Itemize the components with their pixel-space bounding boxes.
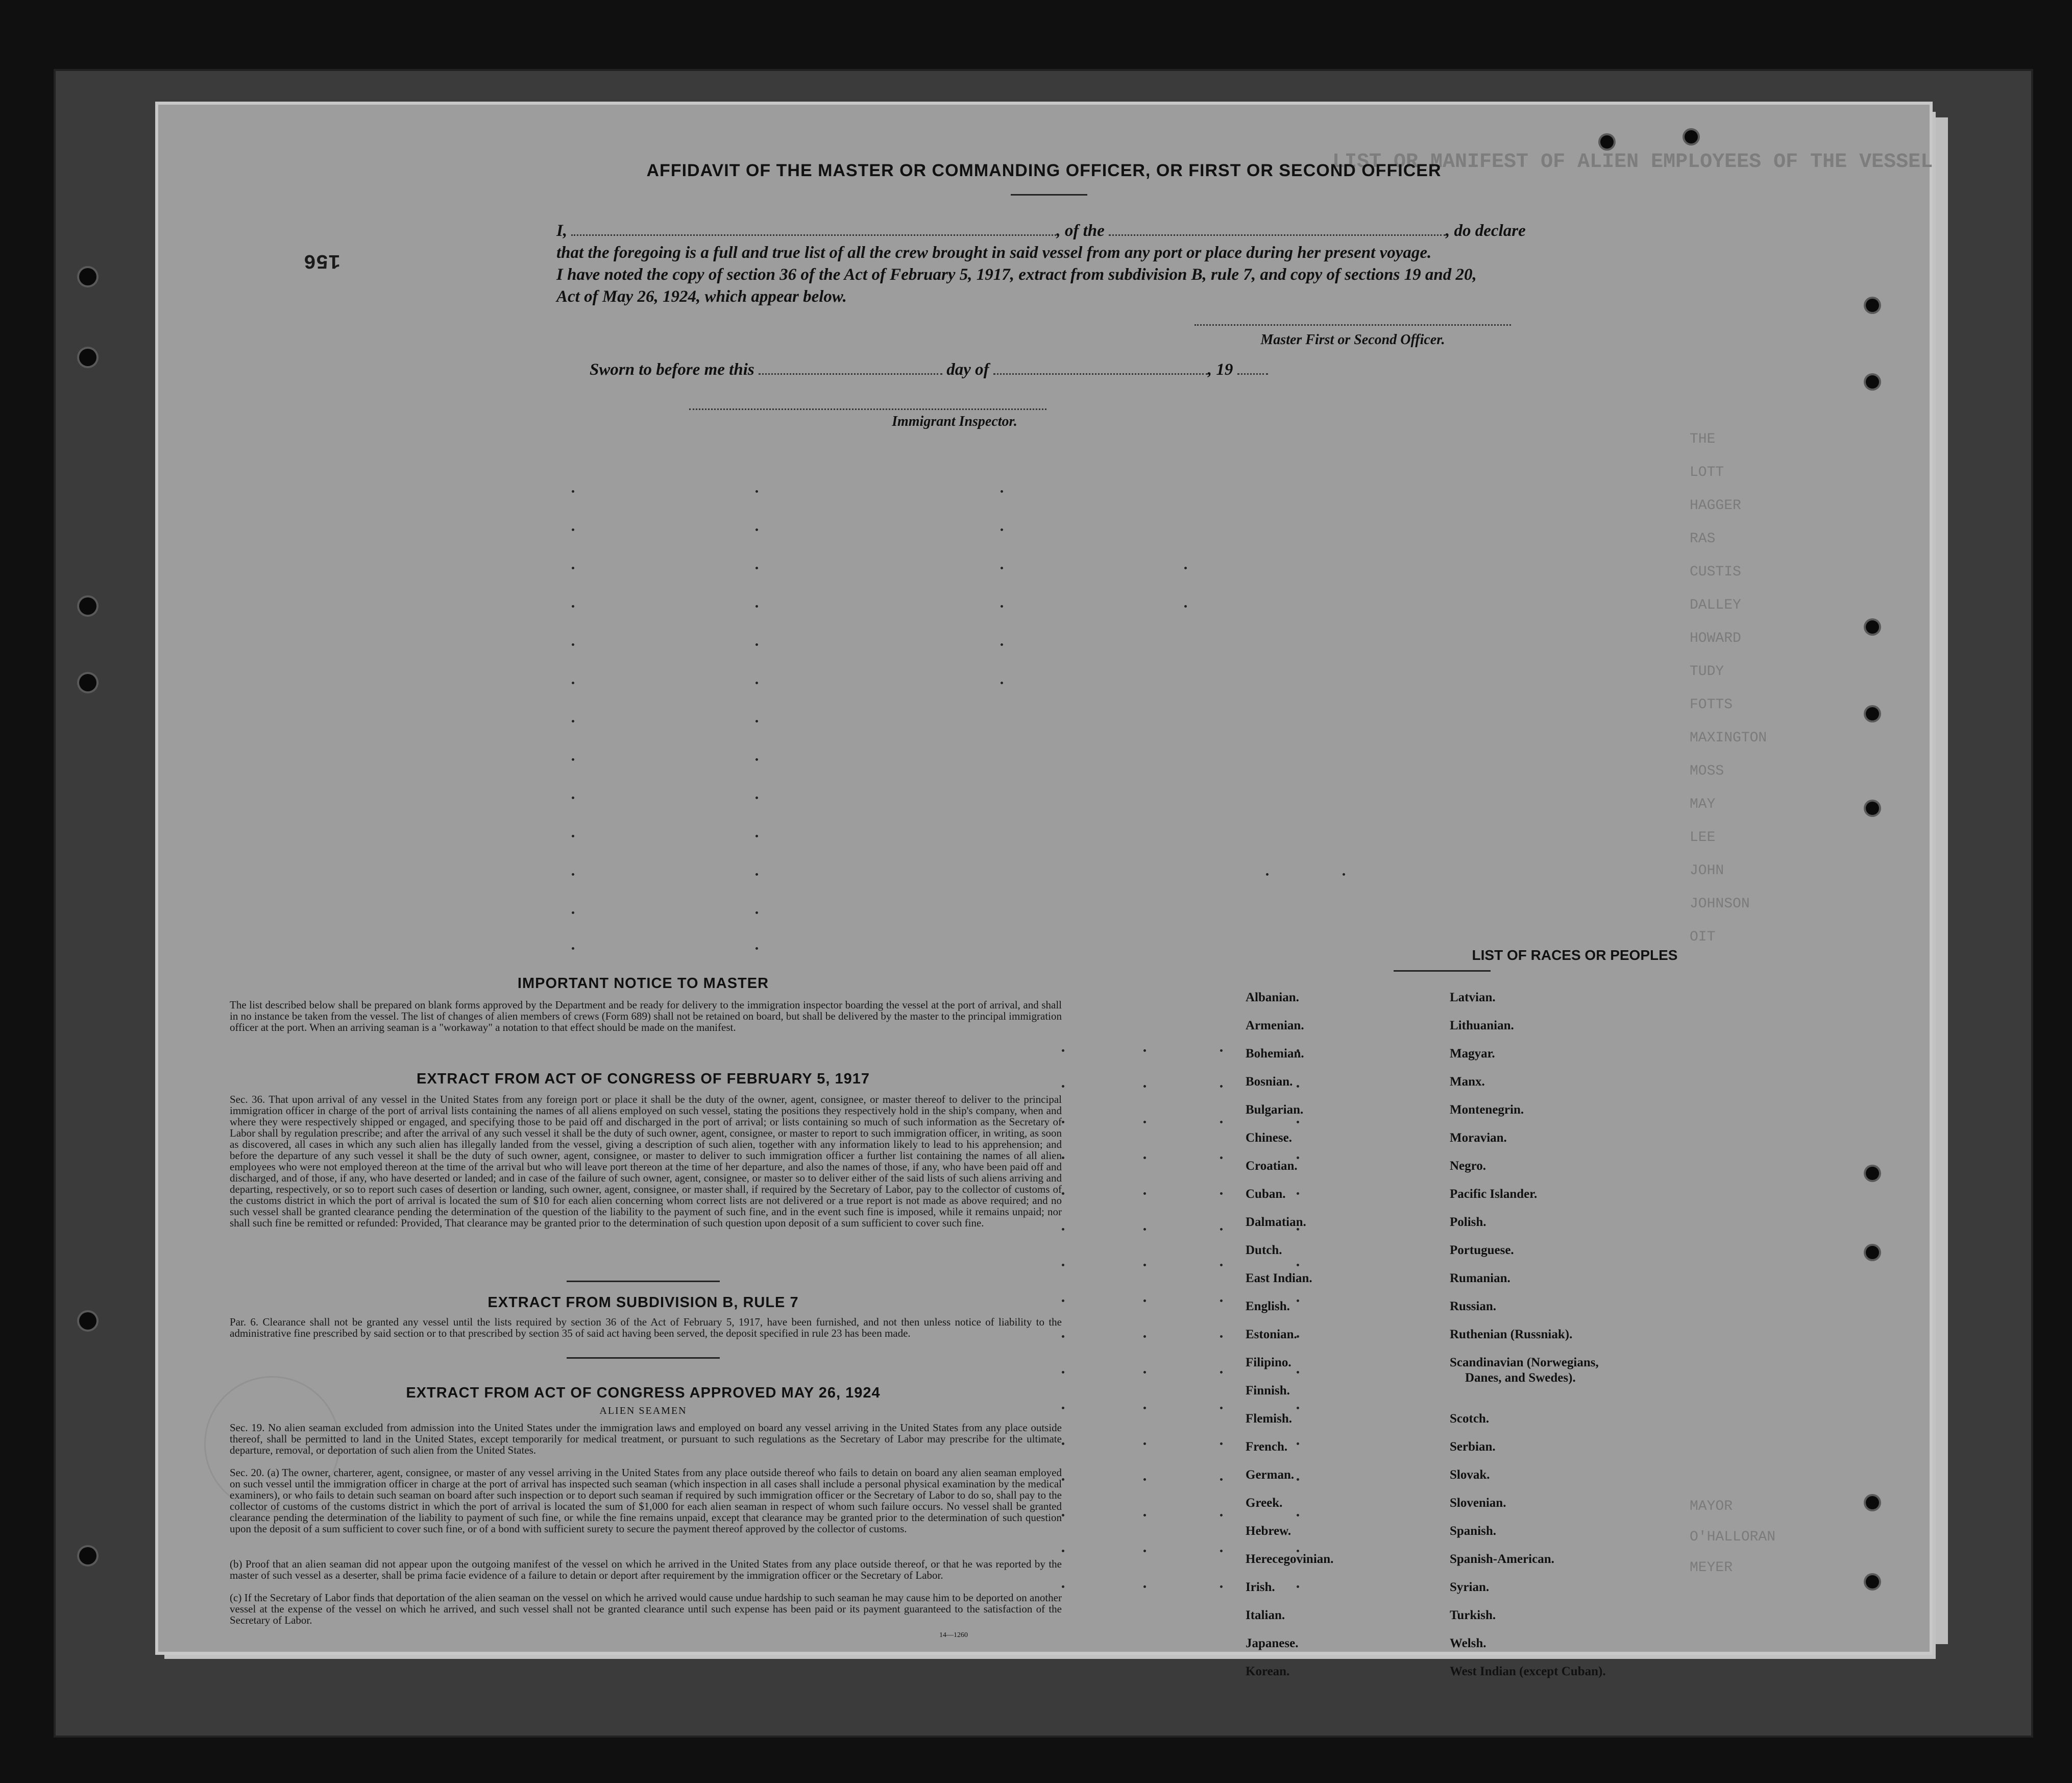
extract-1924-sec19: Sec. 19. No alien seaman excluded from admission into the United States under the immigration laws and employed on board any vessel arriving in the United States from any place outside thereof, shall be permitted to land in the United States, except temporarily for medical treatment, or pursuant to such regulations as the Secretary of Labor may prescribe for the ultimate departure, removal, or deportation of such alien from the United States. bbox=[230, 1421, 1062, 1456]
race-item: West Indian (except Cuban). bbox=[1450, 1665, 1606, 1678]
title-rule bbox=[1011, 194, 1087, 196]
punch-hole bbox=[1866, 1496, 1879, 1509]
vessel-blank[interactable] bbox=[1109, 234, 1446, 236]
page-edge bbox=[1935, 117, 1948, 1644]
notice-title: IMPORTANT NOTICE TO MASTER bbox=[517, 975, 769, 992]
punch-hole bbox=[79, 674, 96, 691]
race-item: Spanish. bbox=[1450, 1524, 1497, 1538]
race-item: Montenegrin. bbox=[1450, 1103, 1524, 1117]
race-item: Rumanian. bbox=[1450, 1271, 1510, 1285]
race-item: French. bbox=[1246, 1440, 1288, 1454]
manifest-page bbox=[158, 105, 1933, 1678]
punch-hole bbox=[1600, 135, 1614, 149]
race-item: Bohemian. bbox=[1246, 1047, 1304, 1061]
race-item: Portuguese. bbox=[1450, 1243, 1514, 1257]
race-item: Chinese. bbox=[1246, 1131, 1292, 1145]
race-item: Japanese. bbox=[1246, 1636, 1299, 1650]
punch-hole bbox=[79, 1312, 96, 1330]
bleed-through-row: MAXINGTON bbox=[1690, 730, 1767, 746]
extract-1924-sec20a: Sec. 20. (a) The owner, charterer, agent, consignee, or master of any vessel arriving in the United States from any place outside thereof who fails to detain on board any alien seaman employed on such vessel until the immigration officer in charge at the port of arrival has inspected such seaman (which inspection in all cases shall include a personal physical examination by the medical examiners), or who fails to detain such seaman on board after such inspection or to deport such seaman if required by such immigration officer or the Secretary of Labor to do so, shall pay to the collector of customs of the customs district in which the port of arrival is located the sum of $1,000 for each alien seaman in respect of whom such failure occurs. No vessel shall be granted clearance pending the determination of the liability to payment of such fine, or while the fine remains unpaid, except that clearance may be granted prior to the determination of such question upon the deposit of a sum sufficient to cover such fine, or of a bond with sufficient surety to secure the payment thereof approved by the collector of customs. bbox=[230, 1466, 1062, 1535]
race-item: Scotch. bbox=[1450, 1412, 1490, 1426]
bleed-through-row: O'HALLORAN bbox=[1690, 1529, 1776, 1545]
race-item: Syrian. bbox=[1450, 1580, 1490, 1594]
race-item: Herecegovinian. bbox=[1246, 1552, 1334, 1566]
race-item: Manx. bbox=[1450, 1075, 1485, 1089]
bleed-through-row: CUSTIS bbox=[1690, 564, 1741, 580]
race-item: Moravian. bbox=[1450, 1131, 1507, 1145]
race-item: English. bbox=[1246, 1299, 1290, 1313]
race-item: Bosnian. bbox=[1246, 1075, 1293, 1089]
race-item: Estonian. bbox=[1246, 1328, 1297, 1341]
race-item: Albanian. bbox=[1246, 991, 1299, 1004]
rule7-text: Par. 6. Clearance shall not be granted any vessel until the lists required by section 36 of the Act of February 5, 1917, have been furnished, and not then unless notice of liability to the administrative fine prescribed by said section or to that prescribed by section 35 of said act having been served, the deposit specified in rule 23 has been made. bbox=[230, 1316, 1062, 1339]
race-item: Magyar. bbox=[1450, 1047, 1495, 1061]
race-item: Filipino. bbox=[1246, 1356, 1291, 1369]
declaration-i: I, bbox=[556, 222, 568, 240]
month-blank[interactable] bbox=[993, 373, 1208, 375]
races-rule bbox=[1394, 970, 1491, 972]
punch-hole bbox=[79, 1547, 96, 1564]
declaration-do-declare: , do declare bbox=[1446, 222, 1526, 240]
race-item: Spanish-American. bbox=[1450, 1552, 1554, 1566]
notice-text: The list described below shall be prepared on blank forms approved by the Department and be ready for delivery to the immigration inspector boarding the vessel at the port of arrival, and shall in no instance be taken from the vessel. The list of changes of alien members of crews (Form 689) shall not be retained on board, but shall be delivered by the master to the principal immigration officer at the port. When an arriving seaman is a "workaway" a notation to that effect should be made on the manifest. bbox=[230, 999, 1062, 1033]
extract-1917-text: Sec. 36. That upon arrival of any vessel in the United States from any foreign port or place it shall be the duty of the owner, agent, consignee, or master thereof to deliver to the principal immigration officer in charge of the port of arrival lists containing the names of all aliens employed on such vessel, stating the positions they respectively hold in the ship's company, when and where they were respectively shipped or engaged, and specifying those to be paid off and discharged in the port of arrival; or lists containing so much of such information as the Secretary of Labor shall by regulation prescribe; and after the arrival of any such vessel it shall be the duty of such owner, agent, consignee, or master to report to such immigration officer, in writing, as soon as discovered, all cases in which any such alien has illegally landed from the vessel, giving a description of such alien, together with any information likely to lead to his apprehension; and before the departure of any such vessel it shall be the duty of such owner, agent, consignee, or master to deliver to such immigration officer a further list containing the names of all alien employees who were not employed thereon at the time of the arrival but who will leave port thereon at the time of her departure, and also the names of those, if any, who have been paid off and discharged, and of those, if any, who have deserted or landed; and in case of the failure of such owner, agent, consignee, or master so to deliver either of the said lists of such aliens arriving and departing, respectively, or so to report such cases of desertion or landing, such owner, agent, consignee, or master shall, if required by the Secretary of Labor, pay to the collector of customs of the customs district in which the port of arrival is located the sum of $10 for each alien concerning whom correct lists are not delivered or a true report is not made as above required; and no such vessel shall be granted clearance pending the determination of the question of the liability to the payment of such fine, and in the event such fine is imposed, while it remains unpaid; nor shall such fine be remitted or refunded: Provided, That clearance may be granted prior to the determination of such question upon deposit of a sum sufficient to cover such fine. bbox=[230, 1093, 1062, 1229]
race-item: Latvian. bbox=[1450, 991, 1496, 1004]
bleed-through-row: FOTTS bbox=[1690, 697, 1733, 713]
bleed-through-row: DALLEY bbox=[1690, 597, 1741, 613]
bleed-through-row: THE bbox=[1690, 431, 1716, 447]
sworn-text: Sworn to before me this bbox=[590, 360, 754, 379]
inspector-signature-line[interactable] bbox=[689, 408, 1046, 410]
race-item: Slovenian. bbox=[1450, 1496, 1506, 1510]
race-item: Ruthenian (Russniak). bbox=[1450, 1328, 1573, 1341]
extract-1924-sec20c: (c) If the Secretary of Labor finds that deportation of the alien seaman on the vessel on which he arrived would cause undue hardship to such seaman he may cause him to be deported on another vessel at the expense of the vessel on which he arrived, and such vessel shall not be granted clearance until such expense has been paid or its payment guaranteed to the satisfaction of the Secretary of Labor. bbox=[230, 1592, 1062, 1626]
sworn-day-of: day of bbox=[946, 360, 989, 379]
bleed-through-row: LEE bbox=[1690, 830, 1716, 846]
bleed-through-header: LIST OR MANIFEST OF ALIEN EMPLOYEES OF THE VESSEL bbox=[1332, 151, 1933, 174]
race-item: Danes, and Swedes). bbox=[1465, 1371, 1576, 1385]
declaration-of-the: , of the bbox=[1056, 222, 1105, 240]
declaration-line-3: I have noted the copy of section 36 of the Act of February 5, 1917, extract from subdivision B, rule 7, and copy of sections 19 and 20, bbox=[556, 266, 1477, 284]
bleed-through-row: LOTT bbox=[1690, 465, 1724, 480]
race-item: Russian. bbox=[1450, 1299, 1497, 1313]
bleed-through-row: RAS bbox=[1690, 531, 1716, 547]
sworn-line bbox=[590, 358, 1268, 381]
bleed-through-row: MOSS bbox=[1690, 763, 1724, 779]
punch-hole bbox=[1866, 802, 1879, 815]
bleed-through-row: MEYER bbox=[1690, 1560, 1733, 1576]
bleed-through-row: OIT bbox=[1690, 929, 1716, 945]
day-blank[interactable] bbox=[759, 373, 942, 375]
race-item: Italian. bbox=[1246, 1608, 1285, 1622]
alien-seamen-subtitle: ALIEN SEAMEN bbox=[599, 1405, 687, 1416]
races-title: LIST OF RACES OR PEOPLES bbox=[1472, 947, 1678, 963]
master-signature-line[interactable] bbox=[1195, 324, 1511, 326]
punch-hole bbox=[1866, 1246, 1879, 1259]
race-item: Pacific Islander. bbox=[1450, 1187, 1538, 1201]
race-item: Greek. bbox=[1246, 1496, 1283, 1510]
race-item: Armenian. bbox=[1246, 1019, 1304, 1032]
bleed-through-row: MAY bbox=[1690, 797, 1716, 812]
race-item: Hebrew. bbox=[1246, 1524, 1291, 1538]
punch-hole bbox=[1866, 299, 1879, 312]
master-signature-label: Master First or Second Officer. bbox=[1260, 332, 1445, 348]
bleed-through-row: HAGGER bbox=[1690, 498, 1741, 514]
bleed-through-row: TUDY bbox=[1690, 664, 1724, 680]
race-item: Scandinavian (Norwegians, bbox=[1450, 1356, 1599, 1369]
declaration-line-1 bbox=[556, 220, 1526, 242]
punch-hole bbox=[1866, 620, 1879, 634]
race-item: Irish. bbox=[1246, 1580, 1275, 1594]
race-item: Slovak. bbox=[1450, 1468, 1490, 1482]
race-item: Flemish. bbox=[1246, 1412, 1292, 1426]
punch-hole bbox=[1866, 1575, 1879, 1588]
bleed-through-row: JOHNSON bbox=[1690, 896, 1750, 912]
section-rule bbox=[567, 1357, 720, 1359]
punch-hole bbox=[1866, 1167, 1879, 1180]
extract-1917-title: EXTRACT FROM ACT OF CONGRESS OF FEBRUARY 5, 1917 bbox=[416, 1071, 870, 1087]
declaration-line-4: Act of May 26, 1924, which appear below. bbox=[556, 287, 847, 306]
bleed-through-row: MAYOR bbox=[1690, 1499, 1733, 1514]
race-item: East Indian. bbox=[1246, 1271, 1312, 1285]
punch-hole bbox=[1866, 375, 1879, 389]
race-item: Welsh. bbox=[1450, 1636, 1486, 1650]
sworn-year: , 19 bbox=[1207, 360, 1233, 379]
race-item: Dalmatian. bbox=[1246, 1215, 1306, 1229]
punch-hole bbox=[79, 597, 96, 615]
rule7-title: EXTRACT FROM SUBDIVISION B, RULE 7 bbox=[487, 1294, 799, 1311]
extract-1924-sec20b: (b) Proof that an alien seaman did not appear upon the outgoing manifest of the vessel on which he arrived in the United States from any place outside thereof, or that he was reported by the master of such vessel as a deserter, shall be prima facie evidence of a failure to detain or deport after requirement by the immigration officer or the Secretary of Labor. bbox=[230, 1558, 1062, 1581]
race-item: Finnish. bbox=[1246, 1384, 1290, 1398]
race-item: Polish. bbox=[1450, 1215, 1486, 1229]
punch-hole bbox=[1866, 707, 1879, 720]
year-blank[interactable] bbox=[1237, 373, 1268, 375]
race-item: Croatian. bbox=[1246, 1159, 1298, 1173]
inspector-signature-label: Immigrant Inspector. bbox=[892, 414, 1017, 429]
race-item: Turkish. bbox=[1450, 1608, 1496, 1622]
stamp-number: 156 bbox=[304, 249, 341, 272]
form-number: 14—1260 bbox=[939, 1631, 968, 1639]
bleed-through-row: HOWARD bbox=[1690, 631, 1741, 646]
affidavit-title: AFFIDAVIT OF THE MASTER OR COMMANDING OFFICER, OR FIRST OR SECOND OFFICER bbox=[646, 161, 1442, 180]
name-blank[interactable] bbox=[571, 234, 1056, 236]
extract-1924-title: EXTRACT FROM ACT OF CONGRESS APPROVED MAY 26, 1924 bbox=[406, 1385, 881, 1401]
race-item: Cuban. bbox=[1246, 1187, 1286, 1201]
race-item: Lithuanian. bbox=[1450, 1019, 1514, 1032]
race-item: Negro. bbox=[1450, 1159, 1486, 1173]
punch-hole bbox=[79, 268, 96, 285]
bleed-through-row: JOHN bbox=[1690, 863, 1724, 879]
race-item: Dutch. bbox=[1246, 1243, 1282, 1257]
declaration-line-2: that the foregoing is a full and true list of all the crew brought in said vessel from any port or place during her present voyage. bbox=[556, 244, 1432, 262]
race-item: Korean. bbox=[1246, 1665, 1290, 1678]
punch-hole bbox=[1685, 130, 1698, 143]
race-item: Bulgarian. bbox=[1246, 1103, 1304, 1117]
punch-hole bbox=[79, 349, 96, 366]
race-item: Serbian. bbox=[1450, 1440, 1496, 1454]
section-rule bbox=[567, 1281, 720, 1282]
race-item: German. bbox=[1246, 1468, 1295, 1482]
